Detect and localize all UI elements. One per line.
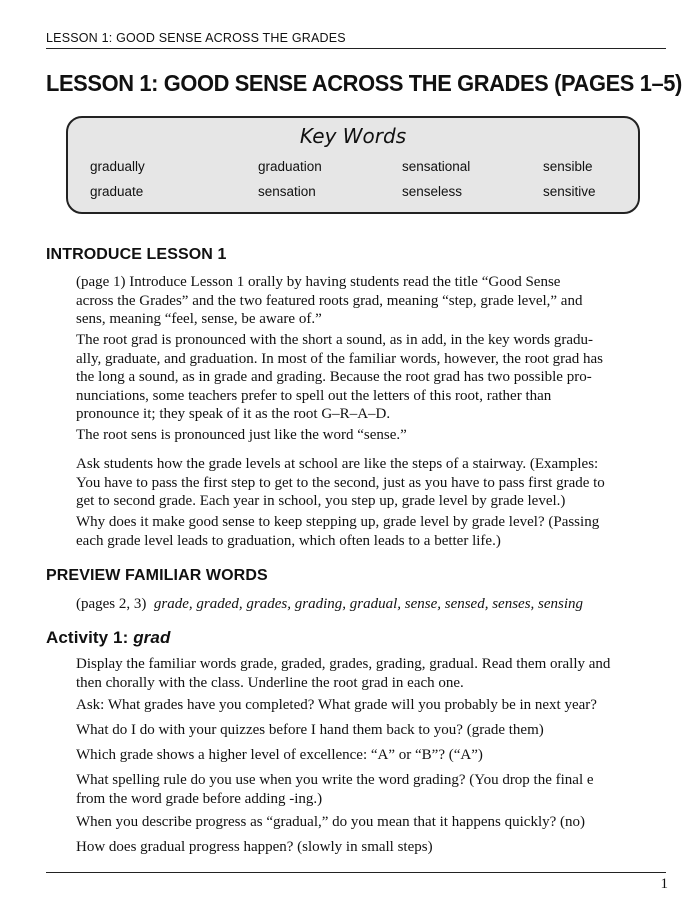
preview-paragraph xyxy=(76,595,658,614)
key-word: sensitive xyxy=(543,184,596,199)
introduce-paragraph: The root grad is pronounced with the short a sound, as in add, in the key words gradu- ally, graduate, and graduation. In most of the familiar words, however, the root grad has the long a sound, as in grade and grading. Because the root grad has two possible pro- nunciations, some teachers prefer to spell out the letters of this root, rather than pronounce it; they speak of it as the root G–R–A–D. xyxy=(76,332,604,422)
activity-question: What do I do with your quizzes before I hand them back to you? (grade them) xyxy=(76,722,544,738)
introduce-paragraph: The root sens is pronounced just like the word “sense.” xyxy=(76,427,407,443)
key-word: senseless xyxy=(402,184,463,199)
key-word: sensational xyxy=(402,159,471,174)
preview-pages: (pages 2, 3) xyxy=(76,596,147,612)
key-words-box xyxy=(66,116,640,214)
footer-rule xyxy=(46,872,666,873)
activity-question: What spelling rule do you use when you write the word grading? (You drop the final e from the word grade before adding -ing.) xyxy=(76,772,594,807)
section-heading-introduce: INTRODUCE LESSON 1 xyxy=(46,246,227,263)
introduce-paragraph: (page 1) Introduce Lesson 1 orally by having students read the title “Good Sense across the Grades” and the two featured roots grad, meaning “step, grade level,” and sens, meaning “feel, sense, be aware of.” xyxy=(76,274,583,327)
activity-question: When you describe progress as “gradual,” do you mean that it happens quickly? (no) xyxy=(76,814,586,830)
key-word: sensation xyxy=(258,184,316,199)
activity-paragraph: Display the familiar words grade, graded, grades, grading, gradual. Read them orally and then chorally with the class. Underline the root grad in each one. xyxy=(76,656,611,691)
key-words-title: Key Words xyxy=(299,124,407,148)
key-word: gradually xyxy=(90,159,145,174)
introduce-paragraph: Why does it make good sense to keep stepping up, grade level by grade level? (Passing each grade level leads to graduation, which often leads to a better life.) xyxy=(76,514,600,549)
section-heading-activity xyxy=(46,628,170,648)
activity-question: How does gradual progress happen? (slowly in small steps) xyxy=(76,839,433,855)
key-word: graduation xyxy=(258,159,322,174)
header-rule xyxy=(46,48,666,49)
activity-heading-prefix: Activity 1: xyxy=(46,628,129,647)
activity-question: Which grade shows a higher level of excellence: “A” or “B”? (“A”) xyxy=(76,747,483,763)
key-word: sensible xyxy=(543,159,593,174)
activity-question: Ask: What grades have you completed? What grade will you probably be in next year? xyxy=(76,697,597,713)
activity-heading-root: grad xyxy=(133,628,171,647)
section-heading-preview: PREVIEW FAMILIAR WORDS xyxy=(46,567,268,584)
key-word: graduate xyxy=(90,184,144,199)
introduce-paragraph: Ask students how the grade levels at school are like the steps of a stairway. (Examples: You have to pass the first step to get to the second, just as you have to pass first grade to get to second grade. Each year in school, you step up, grade level by grade level.) xyxy=(76,456,605,509)
preview-words: grade, graded, grades, grading, gradual, sense, sensed, senses, sensing xyxy=(153,596,584,612)
page-number: 1 xyxy=(660,876,668,892)
running-header: LESSON 1: GOOD SENSE ACROSS THE GRADES xyxy=(46,31,346,45)
page-title: LESSON 1: GOOD SENSE ACROSS THE GRADES (PAGES 1–5) xyxy=(46,70,682,96)
